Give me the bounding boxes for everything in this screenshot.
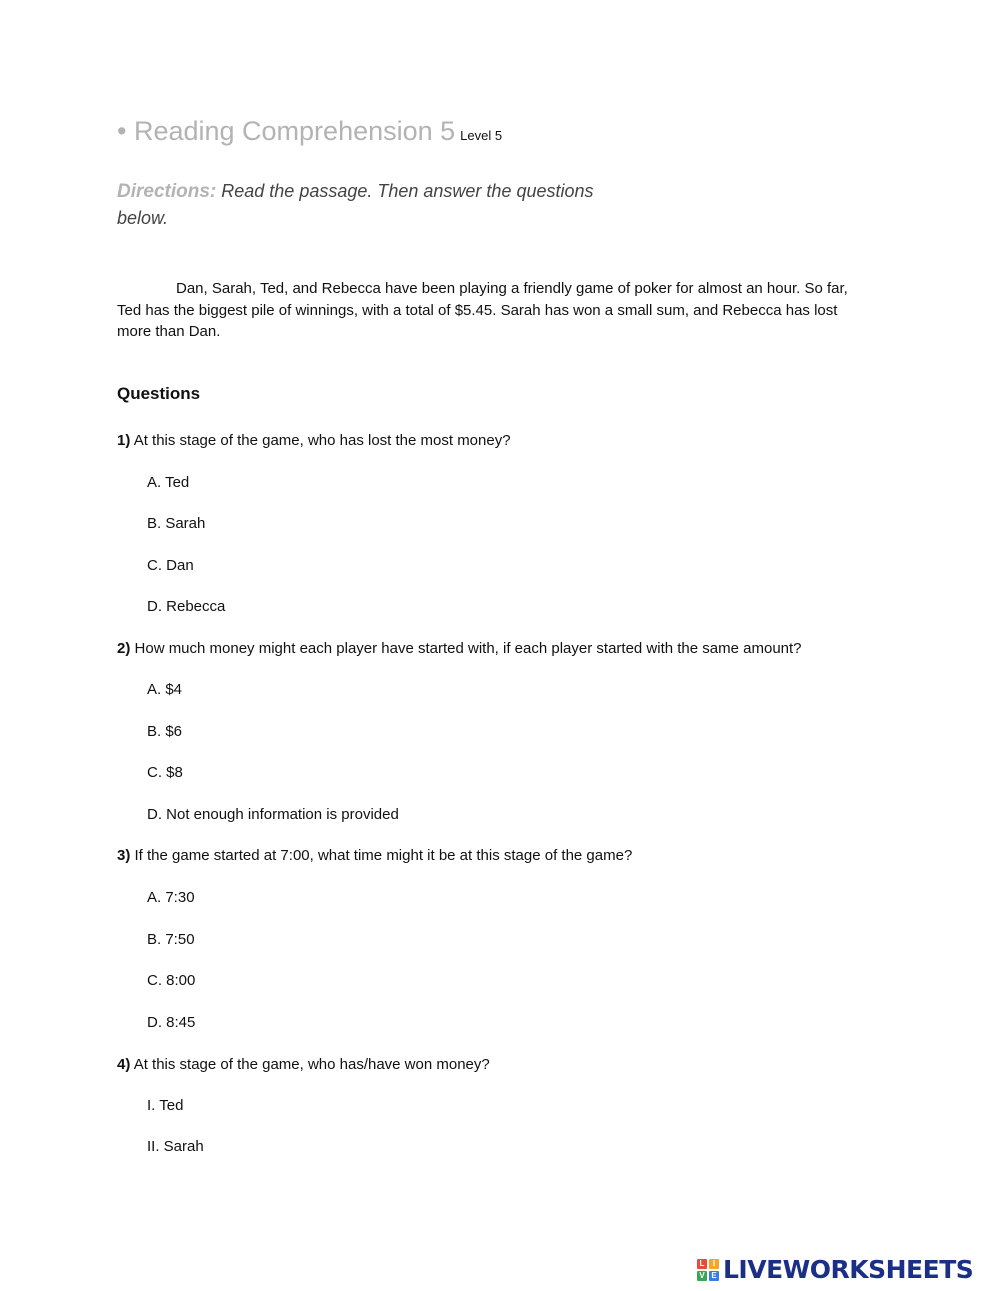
worksheet-title	[117, 116, 502, 147]
option-4i: I. Ted	[147, 1097, 184, 1114]
option-3d: D. 8:45	[147, 1014, 196, 1031]
question-text: If the game started at 7:00, what time might it be at this stage of the game?	[134, 847, 633, 864]
question-1	[117, 432, 511, 449]
option-3c: C. 8:00	[147, 972, 196, 989]
question-number: 3)	[117, 847, 131, 864]
title-text: • Reading Comprehension 5	[117, 116, 456, 146]
option-1c: C. Dan	[147, 557, 194, 574]
passage: Dan, Sarah, Ted, and Rebecca have been playing a friendly game of poker for almost an hour. So far, Ted has the biggest pile of winnings, with a total of $5.45. Sarah has won a small sum, and Rebecca has lost more than Dan.	[117, 280, 848, 340]
liveworksheets-logo	[697, 1255, 973, 1284]
option-2a: A. $4	[147, 681, 183, 698]
option-4ii: II. Sarah	[147, 1138, 204, 1155]
question-text: At this stage of the game, who has/have won money?	[133, 1056, 490, 1073]
directions-text: Read the passage. Then answer the questions below.	[117, 181, 594, 228]
questions-heading: Questions	[117, 384, 201, 403]
option-2b: B. $6	[147, 723, 183, 740]
option-3a: A. 7:30	[147, 889, 195, 906]
option-2d: D. Not enough information is provided	[147, 806, 399, 823]
question-3	[117, 847, 632, 864]
logo-block-v: V	[697, 1271, 707, 1281]
logo-block-l: L	[697, 1259, 707, 1269]
logo-block-i: I	[709, 1259, 719, 1269]
question-text: At this stage of the game, who has lost the most money?	[133, 432, 511, 449]
question-number: 4)	[117, 1056, 131, 1073]
logo-block-e: E	[709, 1271, 719, 1281]
option-1d: D. Rebecca	[147, 598, 226, 615]
option-1a: A. Ted	[147, 474, 190, 491]
directions	[117, 178, 617, 231]
question-number: 2)	[117, 640, 131, 657]
directions-label: Directions:	[117, 181, 217, 202]
option-1b: B. Sarah	[147, 515, 206, 532]
question-text: How much money might each player have started with, if each player started with the same amount?	[134, 640, 802, 657]
logo-text: LIVEWORKSHEETS	[723, 1255, 974, 1284]
question-2	[117, 640, 802, 657]
question-number: 1)	[117, 432, 131, 449]
question-4	[117, 1056, 490, 1073]
logo-blocks-icon	[697, 1259, 719, 1281]
option-2c: C. $8	[147, 764, 183, 781]
option-3b: B. 7:50	[147, 931, 195, 948]
level-label: Level 5	[460, 128, 503, 143]
